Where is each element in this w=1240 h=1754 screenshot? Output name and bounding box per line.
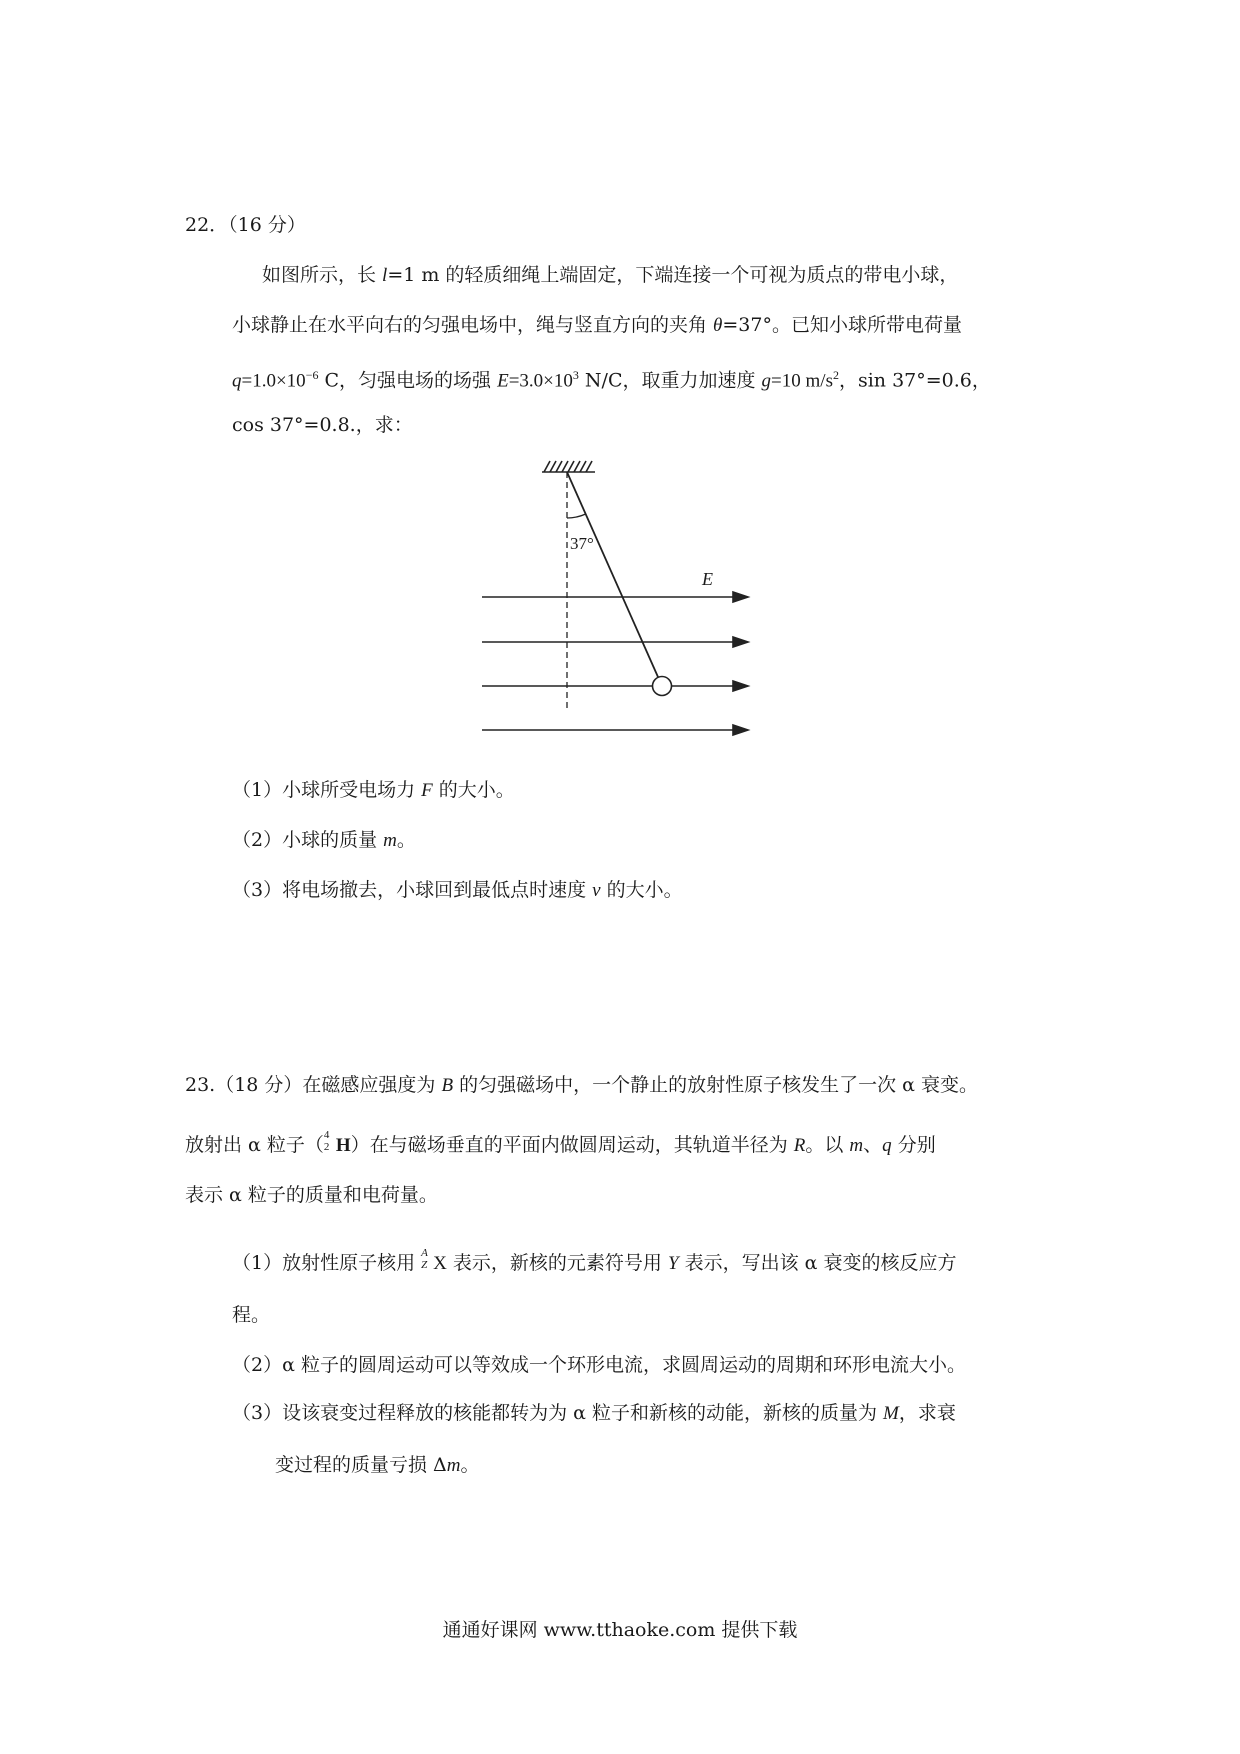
q22-subquestion-2: （2）小球的质量 m。: [232, 829, 416, 851]
charged-ball: [653, 677, 672, 696]
fixed-support-hatch: [542, 461, 595, 472]
parent-nuclide-notation: A Z: [421, 1247, 428, 1271]
q23-subquestion-3: （3）设该衰变过程释放的核能都转为为 α 粒子和新核的动能，新核的质量为 M，求衰: [232, 1402, 956, 1424]
q22-paragraph-line-4: cos 37°=0.8.，求：: [232, 414, 413, 436]
q23-subquestion-3-continued: 变过程的质量亏损 Δm。: [275, 1454, 480, 1476]
string: [567, 472, 662, 686]
q23-paragraph-line-1: 23.（18 分）在磁感应强度为 B 的匀强磁场中，一个静止的放射性原子核发生了一次 α 衰变。: [185, 1074, 979, 1096]
q23-subquestion-1: （1）放射性原子核用 A Z X 表示，新核的元素符号用 Y 表示，写出该 α 衰变的核反应方: [232, 1247, 957, 1274]
footer-source-note: 通通好课网 www.tthaoke.com 提供下载: [442, 1619, 798, 1641]
field-lines: [482, 592, 748, 735]
pendulum-field-figure: [470, 455, 760, 745]
q23-paragraph-line-3: 表示 α 粒子的质量和电荷量。: [185, 1184, 438, 1206]
field-label: E: [702, 569, 713, 589]
angle-arc: [567, 514, 586, 518]
q22-subquestion-3: （3）将电场撤去，小球回到最低点时速度 v 的大小。: [232, 879, 683, 901]
alpha-nuclide-notation: 4 2: [323, 1129, 330, 1153]
q22-header: 22．（16 分）: [185, 214, 306, 236]
q23-subquestion-2: （2）α 粒子的圆周运动可以等效成一个环形电流，求圆周运动的周期和环形电流大小。: [232, 1354, 966, 1376]
angle-label: 37°: [570, 534, 594, 553]
q22-subquestion-1: （1）小球所受电场力 F 的大小。: [232, 779, 515, 801]
q22-paragraph-line-1: 如图所示，长 l=1 m 的轻质细绳上端固定，下端连接一个可视为质点的带电小球，: [262, 264, 959, 286]
q22-paragraph-line-3: $q=1.0\times 10^{-6}$ C，匀强电场的场强 $E=3.0\times 10^3$ N/C，取重力加速度 g=10 $m/s^2$，sin 37°=0.6，: [232, 368, 991, 392]
q23-paragraph-line-2: 放射出 α 粒子（ 4 2 H）在与磁场垂直的平面内做圆周运动，其轨道半径为 R。以 m、q 分别: [185, 1129, 936, 1156]
q22-paragraph-line-2: 小球静止在水平向右的匀强电场中，绳与竖直方向的夹角 θ=37°。已知小球所带电荷量: [232, 314, 962, 336]
q23-subquestion-1-continued: 程。: [232, 1304, 271, 1326]
